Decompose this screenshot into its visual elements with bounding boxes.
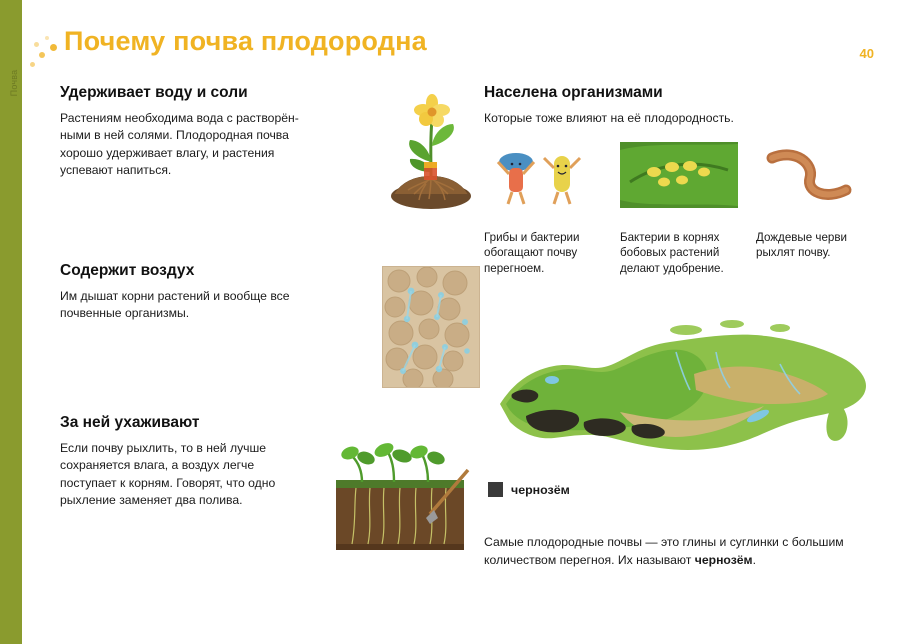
decorative-dots-icon [30, 36, 64, 70]
section-intro-organisms: Которые тоже влияют на её плодородность. [484, 111, 734, 125]
organism-caption: Бактерии в корнях бобовых растений делают удобрение. [620, 230, 724, 276]
section-care [60, 414, 290, 509]
page-title: Почему почва плодородна [64, 26, 427, 56]
legend-label: чернозём [511, 482, 570, 497]
organism-caption: Грибы и бактерии обогащают почву перегноем. [484, 230, 580, 276]
russia-soil-map [480, 308, 880, 488]
garden-bed-illustration [322, 426, 482, 556]
root-nodule-bacteria-illustration [620, 142, 738, 208]
map-note-text: Самые плодородные почвы — это глины и суглинки с большим количеством перегноя. Их называют [484, 535, 844, 567]
map-note-tail: . [752, 552, 756, 567]
section-heading: За ней ухаживают [60, 414, 200, 431]
map-legend [488, 482, 570, 497]
flower-with-roots-illustration [376, 84, 486, 214]
legend-color-swatch [488, 482, 503, 497]
section-text: Если почву рыхлить, то в ней лучше сохраняется влага, а воздух легче поступает к корням. Говорят, что одно рыхление заменяет два полива. [60, 441, 276, 507]
section-water-and-salts [60, 84, 310, 179]
map-note-bold: чернозём [694, 552, 753, 567]
section-text: Растениям необходима вода с растворён-ными в ней солями. Плодородная почва хорошо удерживает влагу, и растения успевают напиться. [60, 111, 299, 177]
right-column [484, 84, 874, 276]
section-contains-air [60, 262, 310, 323]
map-note [484, 534, 884, 569]
organism-figures-row [484, 142, 874, 214]
section-heading: Удерживает воду и соли [60, 84, 248, 101]
section-text: Им дышат корни растений и вообще все почвенные организмы. [60, 289, 290, 321]
soil-texture-swatch [382, 266, 480, 388]
fungi-and-bacteria-illustration [484, 142, 602, 208]
section-heading: Содержит воздух [60, 262, 195, 279]
organism-caption: Дождевые черви рыхлят почву. [756, 230, 848, 260]
side-tab-label: Почва [9, 69, 19, 97]
earthworm-illustration [756, 142, 874, 208]
section-heading-organisms: Населена организмами [484, 84, 663, 101]
page-number: 40 [859, 46, 874, 61]
